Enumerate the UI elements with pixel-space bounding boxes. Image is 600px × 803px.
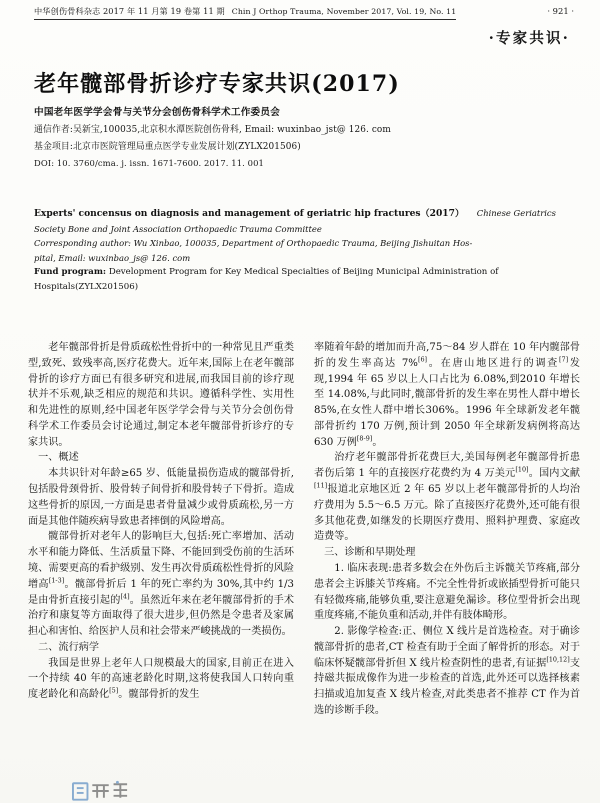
watermark-logo-icon <box>72 780 130 802</box>
reference-marker: [7] <box>559 355 569 364</box>
body-column-right <box>314 340 580 795</box>
body-paragraph: 髋部骨折对老年人的影响巨大,包括:死亡率增加、活动水平和能力降低、生活质量下降、不能回到受伤前的生活环境、需要更高的看护级别、发生再次骨质疏松性骨折的风险增高[1-3]。髋部骨折后 1 年的死亡率约为 30%,其中约 1/3 是由骨折直接引起的[4]。虽然近年来在老年髋部骨折的手术治疗和康复等方面取得了很大进步,但仍然是令患者及家属担心和害怕、给医护人员和社会带来严峻挑战的一类损伤。 <box>28 531 294 638</box>
english-affiliation-line2: Society Bone and Joint Association Orthopaedic Trauma Committee <box>34 223 322 234</box>
english-corresponding-line1: Corresponding author: Wu Xinbao, 100035, Department of Orthopaedic Trauma, Beijing Jishuitan Hos- <box>34 238 473 249</box>
running-head-journal-en: Chin J Orthop Trauma, November 2017, Vol. 19, No. 11 <box>231 7 457 16</box>
section-heading: 三、诊断和早期处理 <box>324 547 416 559</box>
english-affiliation-tail: Chinese Geriatrics <box>476 208 556 218</box>
reference-marker: [5] <box>109 686 119 695</box>
running-head-journal-cn: 中华创伤骨科杂志 2017 年 11 月第 19 卷第 11 期 <box>34 6 225 16</box>
category-mark: ·专家共识· <box>488 30 570 47</box>
english-abstract-block <box>34 206 576 295</box>
doi-line: DOI: 10. 3760/cma. j. issn. 1671-7600. 2017. 11. 001 <box>34 158 264 169</box>
body-paragraph: 2. 影像学检查:正、侧位 X 线片是首选检查。对于确诊髋部骨折的患者,CT 检查有助于全面了解骨折的形态。对于临床怀疑髋部骨折但 X 线片检查阴性的患者,有证据[10,12]支持磁共振成像作为进一步检查的首选,此外还可以选择核素扫描或追加复查 X 线片检查,对此类患者不推荐 CT 作为首选的诊断手段。 <box>314 626 580 716</box>
running-head <box>34 6 580 20</box>
reference-marker: [10] <box>515 465 529 474</box>
body-paragraph: 我国是世界上老年人口规模最大的国家,目前正在进入一个持续 40 年的高速老龄化时期,这将使我国人口转向重度老龄化和高龄化[5]。髋部骨折的发生 <box>28 657 294 701</box>
reference-marker: [8-9] <box>356 434 373 443</box>
body-paragraph: 治疗老年髋部骨折花费巨大,美国每例老年髋部骨折患者伤后第 1 年的直接医疗花费约为 4 万美元[10]。国内文献[11]报道北京地区近 2 年 65 岁以上老年髋部骨折的人均治疗费用为 5.5～6.5 万元。除了直接医疗花费外,还可能有很多其他花费,如继发的长期医疗费用、照料护理费、家庭改造费等。 <box>314 452 581 543</box>
running-head-journal <box>34 6 456 20</box>
body-paragraph: 老年髋部骨折是骨质疏松性骨折中的一种常见且严重类型,致死、致残率高,医疗花费大。近年来,国际上在老年髋部骨折的诊疗方面已有很多研究和进展,而我国目前的诊疗现状并不乐观,缺乏相应的规范和共识。遵循科学性、实用性和先进性的原则,经中国老年医学学会骨与关节分会创伤骨科学术工作委员会讨论通过,制定本老年髋部骨折诊疗的专家共识。 <box>28 342 294 448</box>
byline-block <box>34 104 574 168</box>
english-fund-line2: Hospitals(ZYLX201506) <box>34 281 139 292</box>
page-title: 老年髋部骨折诊疗专家共识(2017) <box>34 70 400 97</box>
section-heading: 一、概述 <box>38 452 79 464</box>
body-paragraph: 本共识针对年龄≥65 岁、低能量损伤造成的髋部骨折,包括股骨颈骨折、股骨转子间骨折和股骨转子下骨折。造成这些骨折的原因,一方面是患者骨量减少或骨质疏松,另一方面是其他伴随疾病导致患者摔倒的风险增高。 <box>28 468 294 527</box>
english-title: Experts' concensus on diagnosis and management of geriatric hip fractures（2017） <box>34 208 465 219</box>
section-heading: 二、流行病学 <box>38 641 100 653</box>
body-paragraph: 率随着年龄的增加而升高,75～84 岁人群在 10 年内髋部骨折的发生率高达 7%[6]。在唐山地区进行的调查[7]发现,1994 年 65 岁以上人口占比为 6.08%,到2010 年增长至 14.08%,与此同时,髋部骨折的发生率在男性人群中增长 85%,在女性人群中增长306%。1996 年全球新发老年髋部骨折约 170 万例,预计到 2050 年全球新发病例将高达 630 万例[8-9]。 <box>314 342 580 448</box>
body-column-left <box>28 340 294 795</box>
reference-marker: [6] <box>417 355 428 364</box>
corresponding-author: 通信作者:吴新宝,100035,北京积水潭医院创伤骨科, Email: wuxinbao_jst@ 126. com <box>34 125 391 135</box>
english-title-line <box>34 206 576 222</box>
body-columns <box>28 340 580 795</box>
reference-marker: [4] <box>120 592 130 601</box>
reference-marker: [11] <box>314 481 328 490</box>
reference-marker: [1-3] <box>48 576 65 585</box>
body-paragraph: 1. 临床表现:患者多数会在外伤后主诉髋关节疼痛,部分患者会主诉膝关节疼痛。不完全性骨折或嵌插型骨折可能只有轻微疼痛,能够负重,要注意避免漏诊。移位型骨折会出现重度疼痛,不能负重和活动,并伴有肢体畸形。 <box>314 562 580 622</box>
english-fund-label: Fund program: <box>34 267 107 278</box>
author-organization: 中国老年医学学会骨与关节分会创伤骨科学术工作委员会 <box>34 107 281 118</box>
english-fund-text: Development Program for Key Medical Specialties of Beijing Municipal Administration of <box>106 267 499 278</box>
english-corresponding-line2: pital, Email: wuxinbao_js@ 126. com <box>34 252 191 263</box>
page-number: · 921 · <box>547 6 574 16</box>
reference-marker: [10,12] <box>546 655 570 664</box>
fund-program-cn: 基金项目:北京市医院管理局重点医学专业发展计划(ZYLX201506) <box>34 142 301 153</box>
english-fund-line <box>34 265 576 280</box>
